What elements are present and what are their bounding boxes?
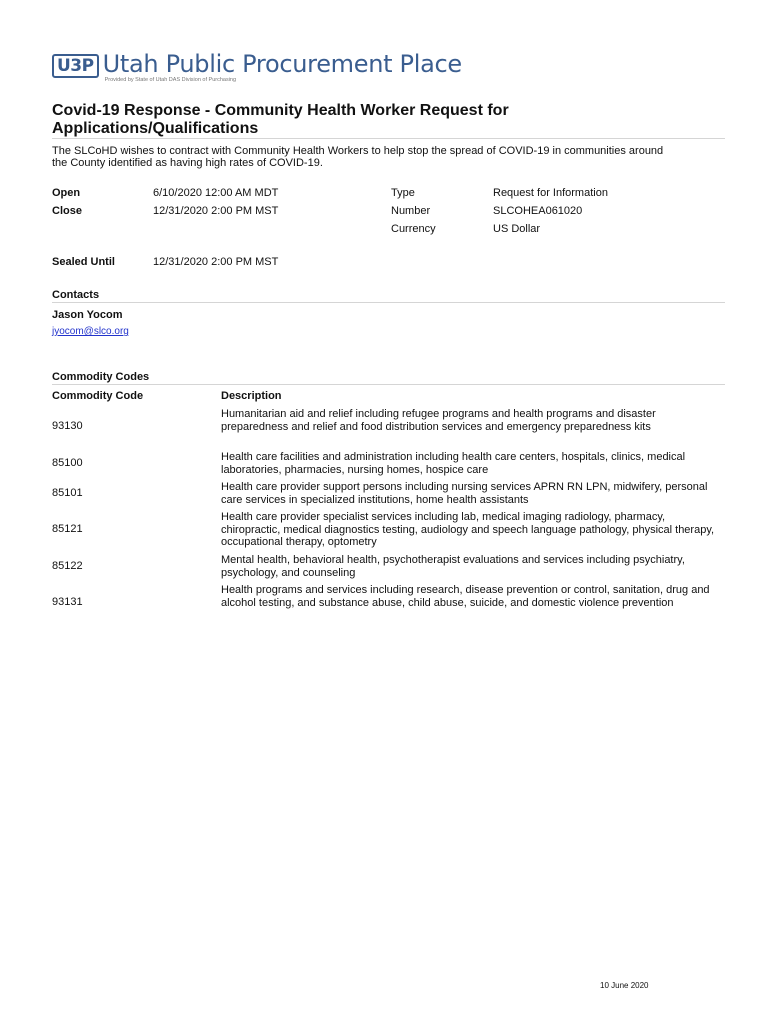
open-value: 6/10/2020 12:00 AM MDT — [153, 187, 279, 199]
page-title: Covid-19 Response - Community Health Worker Request for Applications/Qualifications — [52, 102, 509, 137]
contacts-heading: Contacts — [52, 289, 100, 301]
commodity-description: Humanitarian aid and relief including refugee programs and health programs and disaster preparedness and relief and food distribution services and emergency preparedness kits — [221, 408, 656, 433]
contact-email-link[interactable]: jyocom@slco.org — [52, 326, 129, 337]
sealed-until-label: Sealed Until — [52, 256, 115, 268]
close-value: 12/31/2020 2:00 PM MST — [153, 205, 279, 217]
u3p-logo-mark: U3P — [52, 54, 99, 78]
commodity-code-header: Commodity Code — [52, 390, 144, 402]
contact-name: Jason Yocom — [52, 309, 123, 321]
commodity-code: 85101 — [52, 487, 83, 499]
commodity-code: 85122 — [52, 560, 83, 572]
commodity-divider — [52, 384, 725, 385]
commodity-code: 85100 — [52, 457, 83, 469]
commodity-code: 93130 — [52, 420, 83, 432]
open-label: Open — [52, 187, 81, 199]
commodity-code: 93131 — [52, 596, 83, 608]
type-value: Request for Information — [493, 187, 608, 199]
logo-subtitle: Provided by State of Utah DAS Division of Purchasing — [104, 77, 237, 83]
currency-label: Currency — [391, 223, 436, 235]
close-label: Close — [52, 205, 82, 217]
solicitation-description: The SLCoHD wishes to contract with Community Health Workers to help stop the spread of COVID-19 in communities around the County identified as having high rates of COVID-19. — [52, 145, 664, 169]
commodity-description: Health programs and services including research, disease prevention or control, sanitation, drug and alcohol testing, and substance abuse, child abuse, suicide, and domestic violence prevention — [221, 584, 710, 609]
commodity-description: Health care provider support persons including nursing services APRN RN LPN, midwifery, personal care services in specialized institutions, home health assistants — [221, 481, 708, 506]
commodity-description: Mental health, behavioral health, psychotherapist evaluations and services including psychiatry, psychology, and counseling — [221, 554, 685, 579]
commodity-description: Health care provider specialist services including lab, medical imaging radiology, pharmacy, chiropractic, medical diagnostics testing, audiology and speech language pathology, physical therapy, occupational therapy, optometry — [221, 511, 715, 548]
contacts-divider — [52, 302, 725, 303]
sealed-until-value: 12/31/2020 2:00 PM MST — [153, 256, 279, 268]
commodity-codes-heading: Commodity Codes — [52, 371, 150, 383]
currency-value: US Dollar — [493, 223, 541, 235]
u3p-logo — [52, 50, 462, 83]
logo-title: Utah Public Procurement Place — [102, 50, 462, 78]
description-header: Description — [221, 390, 282, 402]
commodity-description: Health care facilities and administration including health care centers, hospitals, clinics, medical laboratories, pharmacies, nursing homes, hospice care — [221, 451, 686, 476]
number-label: Number — [391, 205, 431, 217]
commodity-code: 85121 — [52, 523, 83, 535]
number-value: SLCOHEA061020 — [493, 205, 583, 217]
title-divider — [52, 138, 725, 139]
footer-date: 10 June 2020 — [600, 981, 649, 990]
type-label: Type — [391, 187, 415, 199]
